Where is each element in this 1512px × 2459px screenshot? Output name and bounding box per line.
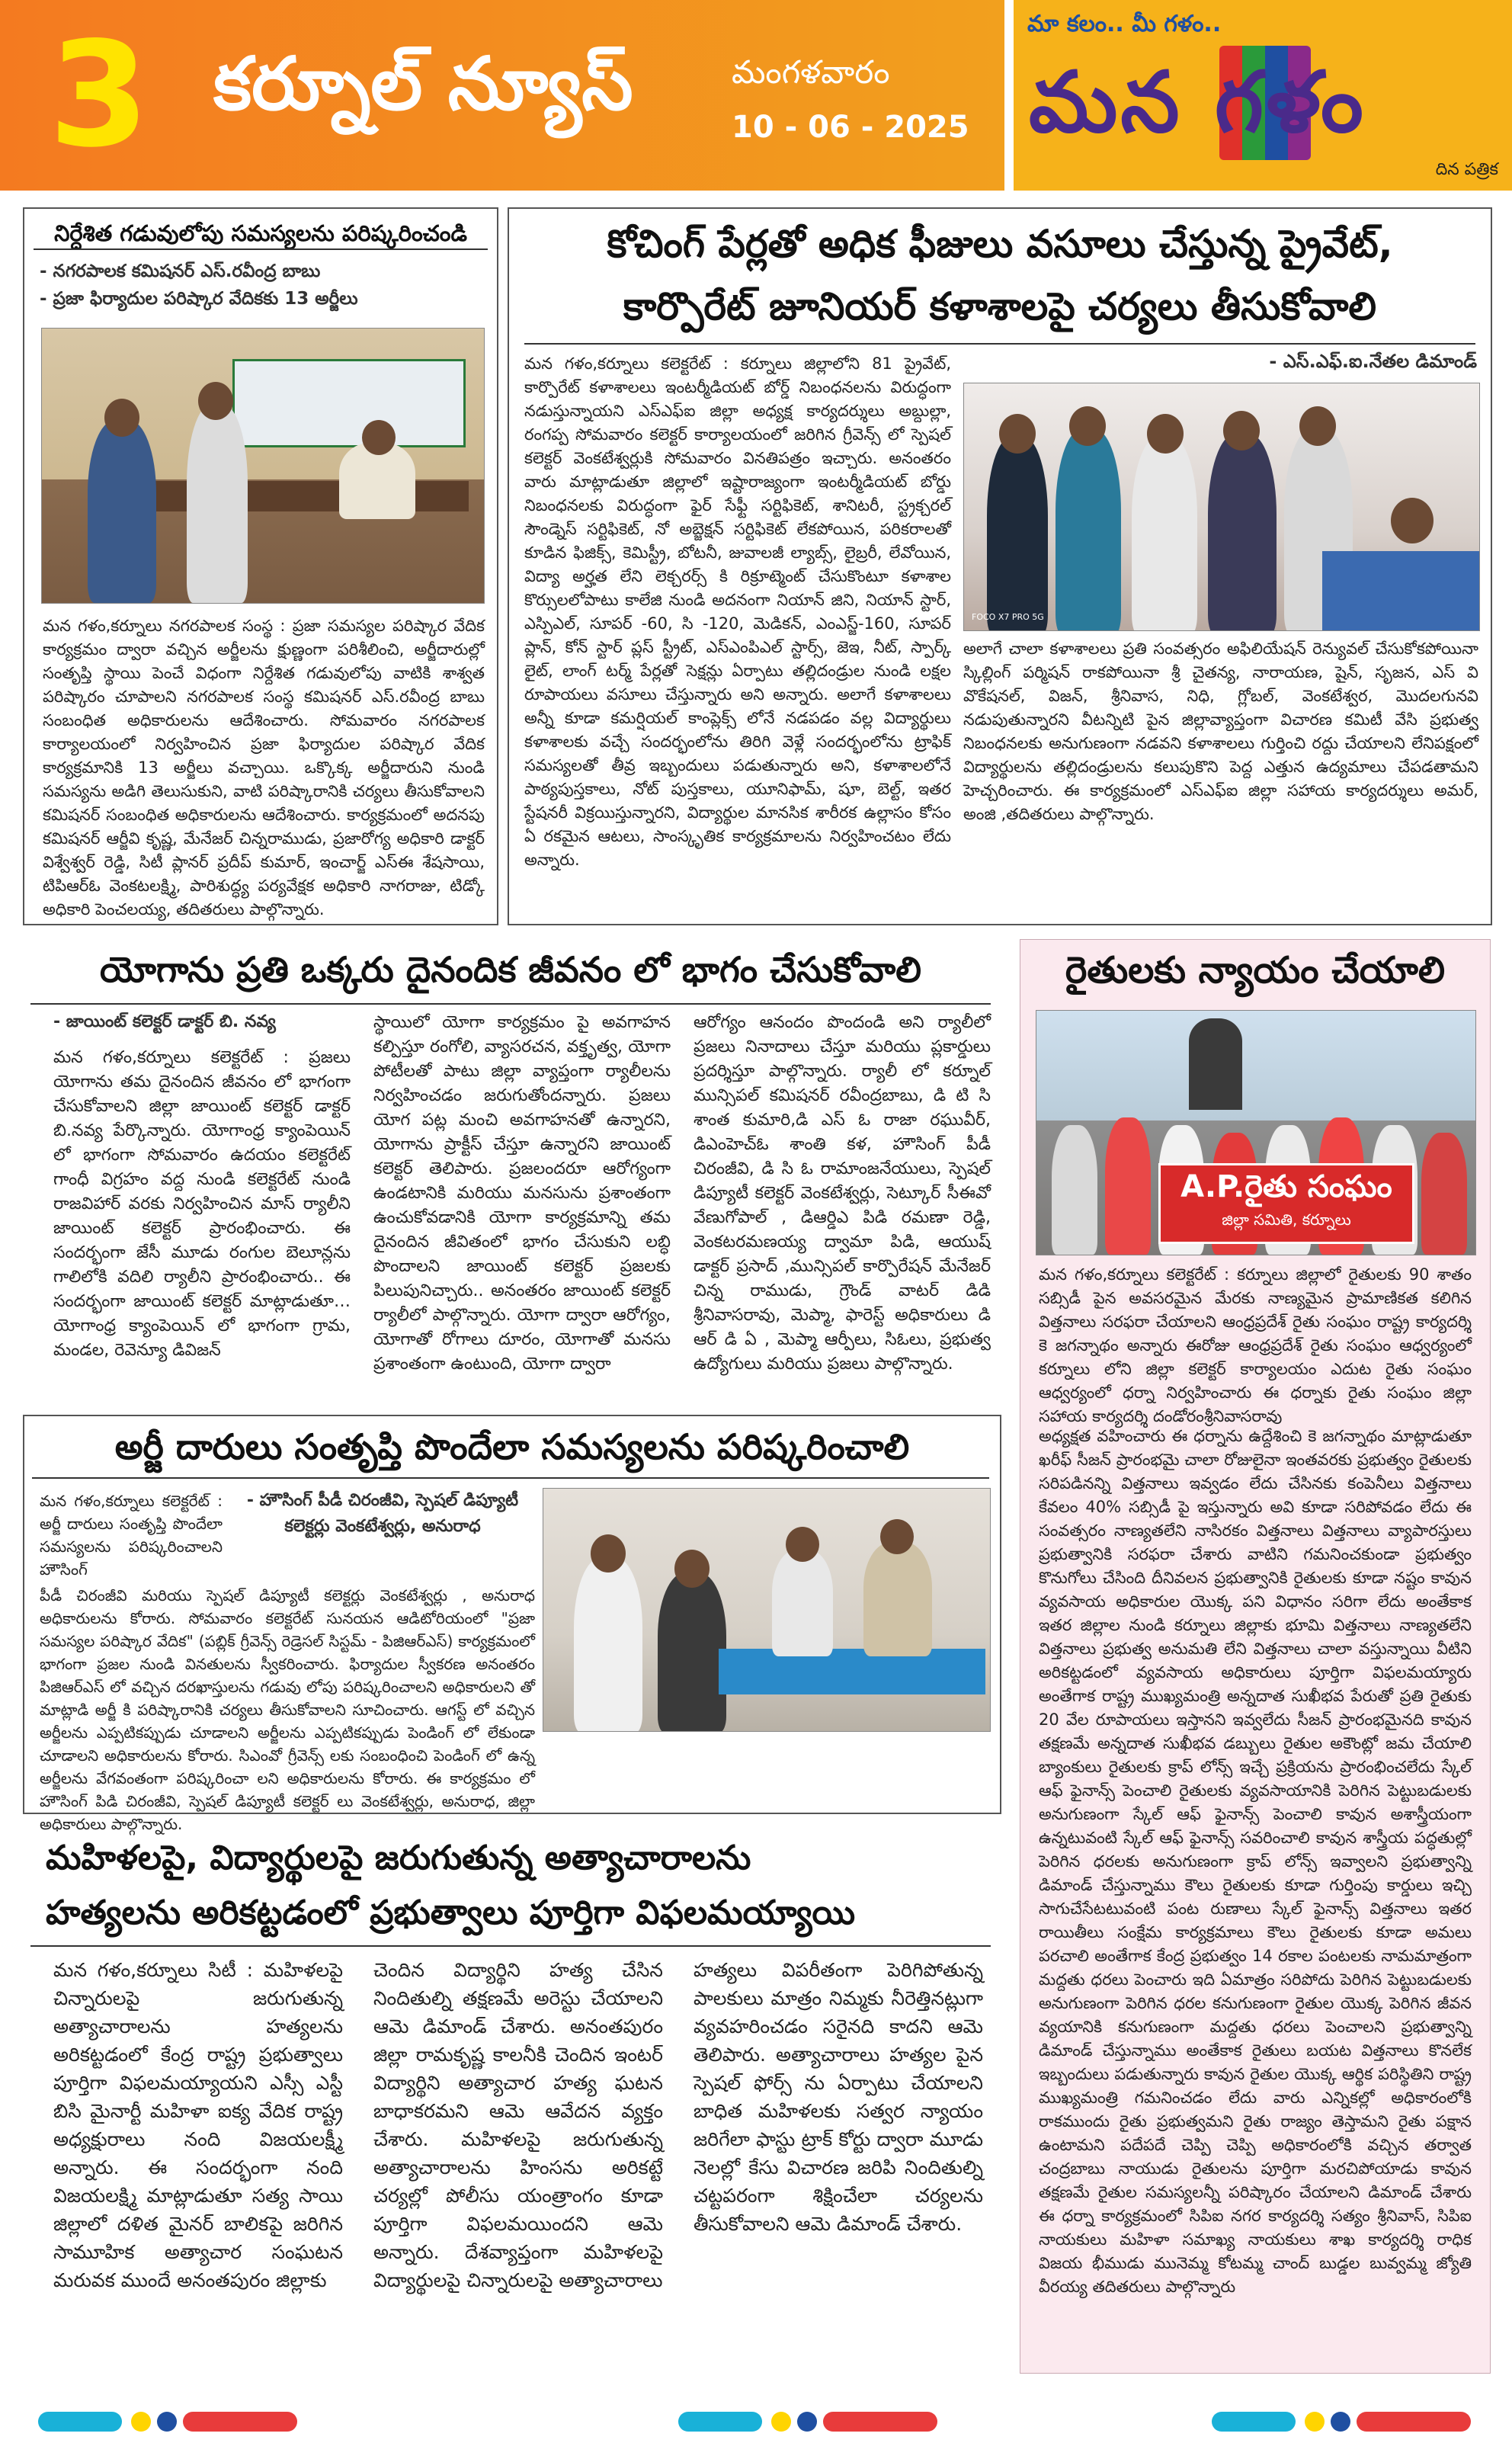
banner-title: A.P.రైతు సంఘం: [1180, 1169, 1392, 1204]
story-headline-line2: హత్యలను అరికట్టడంలో ప్రభుత్వాలు పూర్తిగా విఫలమయ్యాయి: [46, 1893, 856, 1932]
date-label: 10 - 06 - 2025: [732, 110, 969, 145]
story-subheads: [40, 258, 489, 313]
footer-decoration: [0, 2401, 1512, 2447]
story-headline: రైతులకు న్యాయం చేయాలి: [1065, 949, 1446, 992]
story-headline-line1: కోచింగ్ పేర్లతో అధిక ఫీజులు వసూలు చేస్తున్న ప్రైవేట్,: [607, 222, 1393, 266]
story-headline: నిర్దేశిత గడువులోపు సమస్యలను పరిష్కరించండి: [54, 220, 467, 246]
story-body: పీడీ చిరంజీవి మరియు స్పెషల్ డిప్యూటీ కలెక్టర్లు వెంకటేశ్వర్లు , అనురాధ అధికారులను కోరారు. సోమవారం కలెక్టరేట్ సునయన ఆడిటోరియంలో "ప్రజా సమస్యల పరిష్కార వేదిక" (పబ్లిక్ గ్రీవెన్స్ రెడ్రెసల్ సిస్టమ్ - పిజిఆర్ఎస్) కార్యక్రమంలో భాగంగా ప్రజల నుండి వినతులను స్వీకరించారు. ఫిర్యాదుల స్వీకరణ అనంతరం పిజిఆర్ఎస్ లో వచ్చిన దరఖాస్తులను గడువు లోపు పరిష్కరించాలని అధికారులని తో మాట్లాడి అర్జీ కి పరిష్కారానికి చర్యలు తీసుకోవాలని సూచించారు. ఆగస్ట్ లో వచ్చిన అర్జీలను ఎప్పటికప్పుడు చూడాలని అర్జీలను ఎప్పటికప్పుడు పెండింగ్ లో లేకుండా చూడాలని అధికారులను కోరారు. సిఎంవో గ్రీవెన్స్ లకు సంబంధించి పెండింగ్ లో ఉన్న అర్జీలను వేగవంతంగా పరిష్కరించా లని అధికారులను కోరారు. ఈ కార్యక్రమం లో హౌసింగ్ పిడి చిరంజీవి, స్పెషల్ డిప్యూటీ కలెక్టర్ లు వెంకటేశ్వర్లు, అనురాధ, జిల్లా అధికారులు పాల్గొన్నారు.: [40, 1586, 535, 1833]
byline-line: - హౌసింగ్ పీడీ చిరంజీవి, స్పెషల్ డిప్యూటీ: [246, 1491, 519, 1510]
story-farmers-justice: [1020, 939, 1491, 2374]
story-byline: - జాయింట్ కలెక్టర్ డాక్టర్ బి. నవ్య: [53, 1012, 276, 1031]
story-yoga: [23, 939, 998, 1396]
page-number: 3: [48, 11, 150, 179]
logo-name: మన గళం: [1029, 53, 1366, 151]
story-headline-line1: మహిళలపై, విద్యార్థులపై జరుగుతున్న అత్యాచారాలను: [46, 1839, 751, 1877]
story-body: అధ్యక్షత వహించారు ఈ ధర్నాను ఉద్దేశించి కె జగన్నాథం మాట్లాడుతూ ఖరీఫ్ సీజన్ ప్రారంభమై చాలా రోజులైనా ఇంతవరకు ప్రభుత్వం రైతులకు సరిపడినన్ని విత్తనాలు ఇవ్వడం లేదు చేసినకు కంపెనీలు విత్తనాలు కేవలం 40% సబ్సిడీ పై ఇస్తున్నారు అవి కూడా సరిపోవడం లేదు ఈ సంవత్సరం నాణ్యతలేని నాసిరకం విత్తనాలు విత్తనాలు వ్యాపారస్తులు ప్రభుత్వానికి సరఫరా చేశారు వాటిని గమనించకుండా ప్రభుత్వం కొనుగోలు చేసింది దీనివలన ప్రభుత్వానికి రైతులకు కూడా నష్టం కావున వ్యవసాయ అధికారుల యొక్క పని విధానం సరిగా లేదు అంతేకాక ఇతర జిల్లాల నుండి కర్నూలు జిల్లాకు భూమి విత్తనాలు నాణ్యతలేని విత్తనాలు ప్రభుత్వ అనుమతి లేని విత్తనాలు చాలా వస్తున్నాయి వీటిని అరికట్టడంలో వ్యవసాయ అధికారులు పూర్తిగా విఫలమయ్యారు అంతేగాక రాష్ట్ర ముఖ్యమంత్రి అన్నదాత సుఖీభవ పేరుతో ప్రతి రైతుకు 20 వేల రూపాయలు ఇస్తానని ఇవ్వలేదు సీజన్ ప్రారంభమైనది కావున తక్షణమే అన్నదాత సుఖీభవ డబ్బులు రైతుల అకౌంట్లో జమ చేయాలి బ్యాంకులు రైతులకు క్రాప్ లోన్స్ ఇచ్చే ప్రక్రియను ప్రారంభించలేదు స్కేల్ ఆఫ్ ఫైనాన్స్ పెంచాలి రైతులకు వ్యవసాయానికి పెరిగిన పెట్టుబడులకు అనుగుణంగా స్కేల్ ఆఫ్ ఫైనాన్స్ పెంచాలి కావున అశాస్త్రీయంగా ఉన్నటువంటి స్కేల్ ఆఫ్ ఫైనాన్స్ సవరించాలి కావున శాస్త్రీయ పద్ధతుల్లో పెరిగిన ధరలకు అనుగుణంగా క్రాప్ లోన్స్ ఇవ్వాలని ప్రభుత్వాన్ని డిమాండ్ చేస్తున్నాము కౌలు రైతులకు కూడా గుర్తింపు కార్డులు ఇచ్చి సాగుచేసేటటువంటి పంట రుణాలు స్కేల్ ఫైనాన్స్ విత్తనాలు ఇతర రాయితీలు సంక్షేమ కార్యక్రమాలు కౌలు రైతులకు కూడా అమలు పరచాలి అంతేగాక కేంద్ర ప్రభుత్వం 14 రకాల పంటలకు నామమాత్రంగా మద్దతు ధరలు పెంచారు ఇది ఏమాత్రం సరిపోదు పెరిగిన పెట్టుబడులకు అనుగుణంగా పెరిగిన ధరల కనుగుణంగా రైతుల యొక్క పెరిగిన జీవన వ్యయానికి కనుగుణంగా మద్దతు ధరలు పెంచాలని ప్రభుత్వాన్ని డిమాండ్ చేస్తున్నాము అంతేకాక రైతులు బయట విత్తనాలు కొనలేక ఇబ్బందులు పడుతున్నారు కావున రైతుల యొక్క ఆర్థిక పరిస్థితిని రాష్ట్ర ముఖ్యమంత్రి గమనించడం లేదు వారు ఎన్నికల్లో అధికారంలోకి రాకముందు రైతు ప్రభుత్వమని రైతు రాజ్యం తెస్తామని రైతు పక్షాన ఉంటామని పదేపదే చెప్పి చెప్పి అధికారంలోకి వచ్చిన తర్వాత చంద్రబాబు నాయుడు రైతులను పూర్తిగా మరచిపోయాడు కావున తక్షణమే రైతుల సమస్యలన్నీ పరిష్కారం చేయాలని డిమాండ్ చేశారు ఈ ధర్నా కార్యక్రమంలో సిపిఐ నగర కార్యదర్శి సత్యం శ్రీనివాస్, సిపిఐ నాయకులు మహిళా సమాఖ్య నాయకులు శాఖ కార్యదర్శి రాధిక విజయ భీముడు మునెమ్మ కోటమ్మ చాంద్ బుడ్డల బువ్వమ్మ జ్యోతి వీరయ్య తదితరులు పాల్గొన్నారు: [1039, 1427, 1472, 2296]
story-column-3: హత్యలు విపరీతంగా పెరిగిపోతున్న పాలకులు మాత్రం నిమ్మకు నీరెత్తినట్లుగా వ్యవహరించడం సరైనది కాదని ఆమె తెలిపారు. అత్యాచారాలు హత్యల పైన స్పెషల్ ఫోర్స్ ను ఏర్పాటు చేయాలని బాధిత మహిళలకు సత్వర న్యాయం జరిగేలా ఫాస్టు ట్రాక్ కోర్టు ద్వారా మూడు నెలల్లో కేసు విచారణ జరిపి నిందితుల్ని చట్టపరంగా శిక్షించేలా చర్యలను తీసుకోవాలని ఆమె డిమాండ్ చేశారు.: [694, 1959, 983, 2235]
story-body: మన గళం,కర్నూలు నగరపాలక సంస్థ : ప్రజా సమస్యల పరిష్కార వేదిక కార్యక్రమం ద్వారా వచ్చిన అర్జీలను క్షుణ్ణంగా పరిశీలించి, అర్జీదారుల్లో సంతృప్తి స్థాయి పెంచే విధంగా నిర్దేశిత గడువులోపు వాటికి శాశ్వత పరిష్కారం చూపాలని నగరపాలక సంస్థ కమిషనర్ ఎస్.రవీంద్ర బాబు సంబంధిత అధికారులను ఆదేశించారు. సోమవారం నగరపాలక కార్యాలయంలో నిర్వహించిన ప్రజా ఫిర్యాదుల పరిష్కార వేదిక కార్యక్రమానికి 13 అర్జీలు వచ్చాయి. ఒక్కొక్క అర్జీదారుని నుండి సమస్యను అడిగి తెలుసుకుని, వాటి పరిష్కారానికి చర్యలు తీసుకోవాలని కమిషనర్ సంబంధిత అధికారులను ఆదేశించారు. కార్యక్రమంలో అదనపు కమిషనర్ ఆర్జీవి కృష్ణ, మేనేజర్ చిన్నరాముడు, ప్రజారోగ్య అధికారి డాక్టర్ విశ్వేశ్వర్ రెడ్డి, సిటీ ప్లానర్ ప్రదీప్ కుమార్, ఇంచార్జ్ ఎస్ఈ శేషసాయి, టిపిఆర్ఓ వెంకటలక్ష్మి, పారిశుద్ధ్య పర్యవేక్షక అధికారి నాగరాజు, టిడ్కో అధికారి పెంచలయ్య, తదితరులు పాల్గొన్నారు.: [43, 617, 485, 919]
subhead-line: - ప్రజా ఫిర్యాదుల పరిష్కార వేదికకు 13 అర్జీలు: [40, 289, 358, 309]
story-column-1: మన గళం,కర్నూలు సిటీ : మహిళలపై చిన్నారులపై జరుగుతున్న అత్యాచారాలను హత్యలను అరికట్టడంలో కేంద్ర రాష్ట్ర ప్రభుత్వాలు పూర్తిగా విఫలమయ్యాయని ఎస్సీ ఎస్టీ బిసి మైనార్టీ మహిళా ఐక్య వేదిక రాష్ట్ర అధ్యక్షురాలు నంది విజయలక్ష్మీ అన్నారు. ఈ సందర్భంగా నంది విజయలక్ష్మి మాట్లాడుతూ సత్య సాయి జిల్లాలో దళిత మైనర్ బాలికపై జరిగిన సామూహిక అత్యాచార సంఘటన మరువక ముందే అనంతపురం జిల్లాకు: [53, 1959, 343, 2291]
story-grievance-municipal: [23, 207, 498, 925]
story-headline: యోగాను ప్రతి ఒక్కరు దైనందిక జీవనం లో భాగం చేసుకోవాలి: [100, 949, 921, 990]
story-coaching-fees: [508, 207, 1492, 925]
story-column-1: మన గళం,కర్నూలు కలెక్టరేట్ : ప్రజలు యోగాను తమ దైనందిన జీవనం లో భాగంగా చేసుకోవాలని జిల్లా జాయింట్ కలెక్టర్ డాక్టర్ బి.నవ్య పేర్కొన్నారు. యోగాంధ్ర క్యాంపెయిన్ లో భాగంగా సోమవారం ఉదయం కలెక్టరేట్ గాంధీ విగ్రహం వద్ద నుండి కలెక్టరేట్ నుండి రాజవిహార్ వరకు నిర్వహించిన మాస్ ర్యాలీని జాయింట్ కలెక్టర్ ప్రారంభించారు. ఈ సందర్భంగా జేసీ మూడు రంగుల బెలూన్లను గాలిలోకి వదిలి ర్యాలీని ప్రారంభించారు.. ఈ సందర్భంగా జాయింట్ కలెక్టర్ మాట్లాడుతూ… యోగాంధ్ర క్యాంపెయిన్ లో భాగంగా గ్రామ, మండల, రెవెన్యూ డివిజన్: [53, 1048, 351, 1360]
logo-tagline: మా కలం.. మీ గళం..: [1027, 11, 1222, 37]
day-label: మంగళవారం: [732, 53, 890, 91]
story-body-top: మన గళం,కర్నూలు కలెక్టరేట్ : అర్జీ దారులు సంతృప్తి పొందేలా సమస్యలను పరిష్కరించాలని హౌసింగ్: [40, 1492, 223, 1579]
section-title: కర్నూల్ న్యూస్: [213, 41, 633, 127]
story-body-top: మన గళం,కర్నూలు కలెక్టరేట్ : కర్నూలు జిల్లాలో రైతులకు 90 శాతం సబ్సిడీ పైన అవసరమైన మేరకు నాణ్యమైన ప్రామాణికత కలిగిన విత్తనాలు సరఫరా చేయాలని ఆంధ్రప్రదేశ్ రైతు సంఘం రాష్ట్ర కార్యదర్శి కె జగన్నాథం అన్నారు ఈరోజు ఆంధ్రప్రదేశ్ రైతు సంఘం ఆధ్వర్యంలో కర్నూలు లోని జిల్లా కలెక్టర్ కార్యాలయం ఎదుట రైతు సంఘం ఆధ్వర్యంలో ధర్నా నిర్వహించారు ఈ ధర్నాకు రైతు సంఘం జిల్లా సహాయ కార్యదర్శి దండోరంశ్రీనివాసరావు: [1039, 1265, 1472, 1425]
subhead-line: - నగరపాలక కమిషనర్ ఎస్.రవీంద్ర బాబు: [40, 261, 321, 281]
logo-subtitle: దిన పత్రిక: [1435, 160, 1498, 179]
date-block: [732, 53, 975, 145]
story-petitioners-satisfaction: [23, 1415, 1001, 1833]
newspaper-logo: [1014, 0, 1512, 191]
story-photo: [41, 328, 485, 604]
story-column-2: చెందిన విద్యార్థిని హత్య చేసిన నిందితుల్ని తక్షణమే అరెస్టు చేయాలని ఆమె డిమాండ్ చేశారు. అనంతపురం జిల్లా రామకృష్ణ కాలనీకి చెందిన ఇంటర్ విద్యార్థిని అత్యాచార హత్య ఘటన బాధాకరమని ఆమె ఆవేదన వ్యక్తం చేశారు. మహిళలపై జరుగుతున్న అత్యాచారాలను హింసను అరికట్టే చర్యల్లో పోలీసు యంత్రాంగం కూడా పూర్తిగా విఫలమయిందని ఆమె అన్నారు. దేశవ్యాప్తంగా మహిళలపై విద్యార్థులపై చిన్నారులపై అత్యాచారాలు: [373, 1959, 663, 2291]
story-headline: అర్జీ దారులు సంతృప్తి పొందేలా సమస్యలను పరిష్కరించాలి: [114, 1426, 910, 1467]
story-byline: [230, 1488, 535, 1540]
byline-line: కలెక్టర్లు వెంకటేశ్వర్లు, అనురాధ: [284, 1517, 481, 1536]
story-photo: [963, 383, 1480, 631]
story-column-3: ఆరోగ్యం ఆనందం పొందండి అని ర్యాలీలో ప్రజలు నినాదాలు చేస్తూ మరియు ప్లకార్డులు ప్రదర్శిస్తూ పాల్గొన్నారు. ర్యాలీ లో కర్నూల్ మున్సిపల్ కమిషనర్ రవీంద్రబాబు, డి టి సి శాంత కుమారి,డి ఎస్ ఓ రాజా రఘువీర్, డిఎంహెచ్ఓ శాంతి కళ, హౌసింగ్ పీడీ చిరంజీవి, డి సి ఓ రామాంజనేయులు, స్పెషల్ డిప్యూటీ కలెక్టర్ వెంకటేశ్వర్లు, సెట్కూర్ సీఈవో వేణుగోపాల్ , డిఆర్డిఎ పిడి రమణా రెడ్డి, వెంకటరమణయ్య ద్వామా పిడి, ఆయుష్ డాక్టర్ ప్రసాద్ ,మున్సిపల్ కార్పొరేషన్ మేనేజర్ చిన్న రాముడు, గ్రౌండ్ వాటర్ డిడి శ్రీనివాసరావు, మెప్మా, ఫారెస్ట్ అధికారులు డి ఆర్ డి ఏ , మెప్మా ఆర్పీలు, సిఓలు, ప్రభుత్వ ఉద్యోగులు మరియు ప్రజలు పాల్గొన్నారు.: [694, 1013, 991, 1374]
story-women-safety: [23, 1828, 998, 2377]
story-column-2: స్థాయిలో యోగా కార్యక్రమం పై అవగాహన కల్పిస్తూ రంగోలి, వ్యాసరచన, వక్తృత్వ, యోగా పోటీలతో పాటు జిల్లా వ్యాప్తంగా ర్యాలీలను నిర్వహించడం జరుగుతోందన్నారు. ప్రజలు యోగ పట్ల మంచి అవగాహనతో ఉన్నారని, యోగాను ప్రాక్టీస్ చేస్తూ ఉన్నారని జాయింట్ కలెక్టర్ తెలిపారు. ప్రజలందరూ ఆరోగ్యంగా ఉండటానికి మరియు మనసును ప్రశాంతంగా ఉంచుకోవడానికి యోగా కార్యక్రమాన్ని తమ దైనందిన జీవితంలో భాగం చేసుకుని లబ్ధి పొందాలని జాయింట్ కలెక్టర్ ప్రజలకు పిలుపునిచ్చారు.. అనంతరం జాయింట్ కలెక్టర్ ర్యాలీలో పాల్గొన్నారు. యోగా ద్వారా ఆరోగ్యం, యోగాతో రోగాలు దూరం, యోగాతో మనసు ప్రశాంతంగా ఉంటుంది, యోగా ద్వారా: [373, 1013, 671, 1374]
photo-credit: FOCO X7 PRO 5G: [972, 612, 1044, 622]
story-headline-line2: కార్పొరేట్ జూనియర్ కళాశాలపై చర్యలు తీసుకోవాలి: [623, 284, 1377, 329]
story-photo: [1036, 1010, 1476, 1255]
story-body-right: అలాగే చాలా కళాశాలలు ప్రతి సంవత్సరం అఫిలియేషన్ రెన్యువల్ చేసుకోకపోయినా స్కిల్లింగ్ పర్మిషన్ రాకపోయినా శ్రీ చైతన్య, నారాయణ, షైన్, సృజన, ఎస్ వి వొకేషనల్, విజన్, శ్రీనివాస, నిధి, గ్లోబల్, వెంకటేశ్వర, మొదలగునవి నడుపుతున్నారని వీటన్నిటి పైన జిల్లావ్యాప్తంగా విచారణ కమిటీ వేసి ప్రభుత్వ నిబంధనలకు అనుగుణంగా నడవని కళాశాలలు గుర్తించి రద్దు చేయాలని లేనిపక్షంలో విద్యార్థులను తల్లిదండ్రులను కలుపుకొని పెద్ద ఎత్తున ఉద్యమాలు చేపడతామని హెచ్చరించారు. ఈ కార్యక్రమంలో ఎస్ఎఫ్ఐ జిల్లా సహాయ కార్యదర్శులు అమర్, అంజి ,తదితరులు పాల్గొన్నారు.: [963, 640, 1478, 823]
farmers-banner: [1158, 1163, 1414, 1244]
story-byline: - ఎస్.ఎఫ్.ఐ.నేతల డిమాండ్: [1269, 351, 1477, 372]
story-body-left: మన గళం,కర్నూలు కలెక్టరేట్ : కర్నూలు జిల్లాలోని 81 ప్రైవేట్, కార్పొరేట్ కళాశాలలు ఇంటర్మీడియట్ బోర్డ్ నిబంధనలను విరుద్ధంగా నడుస్తున్నాయని ఎస్ఎఫ్ఐ జిల్లా అధ్యక్ష కార్యదర్శులు అబ్దుల్లా, రంగప్ప సోమవారం కలెక్టర్ కార్యాలయంలో జరిగిన గ్రీవెన్స్ లో స్పెషల్ కలెక్టర్ వెంకటేశ్వర్లుకి సోమవారం వినతిపత్రం ఇచ్చారు. అనంతరం వారు మాట్లాడుతూ జిల్లాలో ఇష్టారాజ్యంగా ఇంటర్మీడియట్ బోర్డు నిబంధనలకు విరుద్ధంగా ఫైర్ సేఫ్టీ సర్టిఫికెట్, శానిటరీ, స్ట్రక్చరల్ సౌండ్నెస్ సర్టిఫికెట్, నో అబ్జెక్షన్ సర్టిఫికెట్ లేకపోయిన, పరికరాలతో కూడిన ఫిజిక్స్, కెమిస్ట్రీ, బోటనీ, జువాలజీ ల్యాబ్స్, లైబ్రరీ, లేవోయిన, విద్యా అర్హత లేని లెక్చరర్స్ కి రిక్రూట్మెంట్ చేసుకొంటూ కళాశాల కొర్సులలోపాటు కాలేజి నుండి అదనంగా నియాన్ జిని, నియాన్ స్టార్, ఎస్పిఎల్, సూపర్ -60, సి -120, మెడికన్, ఎంఎస్జ్-160, సూపర్ ప్లాన్, కోన్ స్టార్ ప్లస్ స్ట్రీట్, ఎస్ఎంపిఎల్ స్టార్స్, జెఇ, నీట్, స్పార్క్ లైట్, లాంగ్ టర్మ్ పేర్లతో సెక్షన్లు ఏర్పాటు తల్లిదండ్రుల నుండి లక్షల రూపాయలు వసూలు చేస్తున్నారు అని అన్నారు. అలాగే కళాశాలలు అన్నీ కూడా కమర్షియల్ కాంప్లెక్స్ లోనే నడపడం వల్ల విద్యార్థులు కళాశాలకు వచ్చే సందర్భంలోను తిరిగి వెళ్లే సందర్భంలోను ట్రాఫిక్ సమస్యలతో తీవ్ర ఇబ్బందులు పడుతున్నారు అని, కళాశాలలోనే పాఠ్యపుస్తకాలు, నోట్ పుస్తకాలు, యూనిఫామ్, షూ, బెల్ట్, ఇతర స్టేషనరీ విక్రయిస్తున్నారని, విద్యార్థుల మానసిక శారీరక ఉల్లాసం కోసం ఏ రకమైన ఆటలు, సాంస్కృతిక కార్యక్రమాలను నిర్వహించటం లేదు అన్నారు.: [524, 354, 951, 869]
story-photo: [543, 1488, 991, 1732]
banner-subtitle: జిల్లా సమితి, కర్నూలు: [1222, 1210, 1351, 1229]
